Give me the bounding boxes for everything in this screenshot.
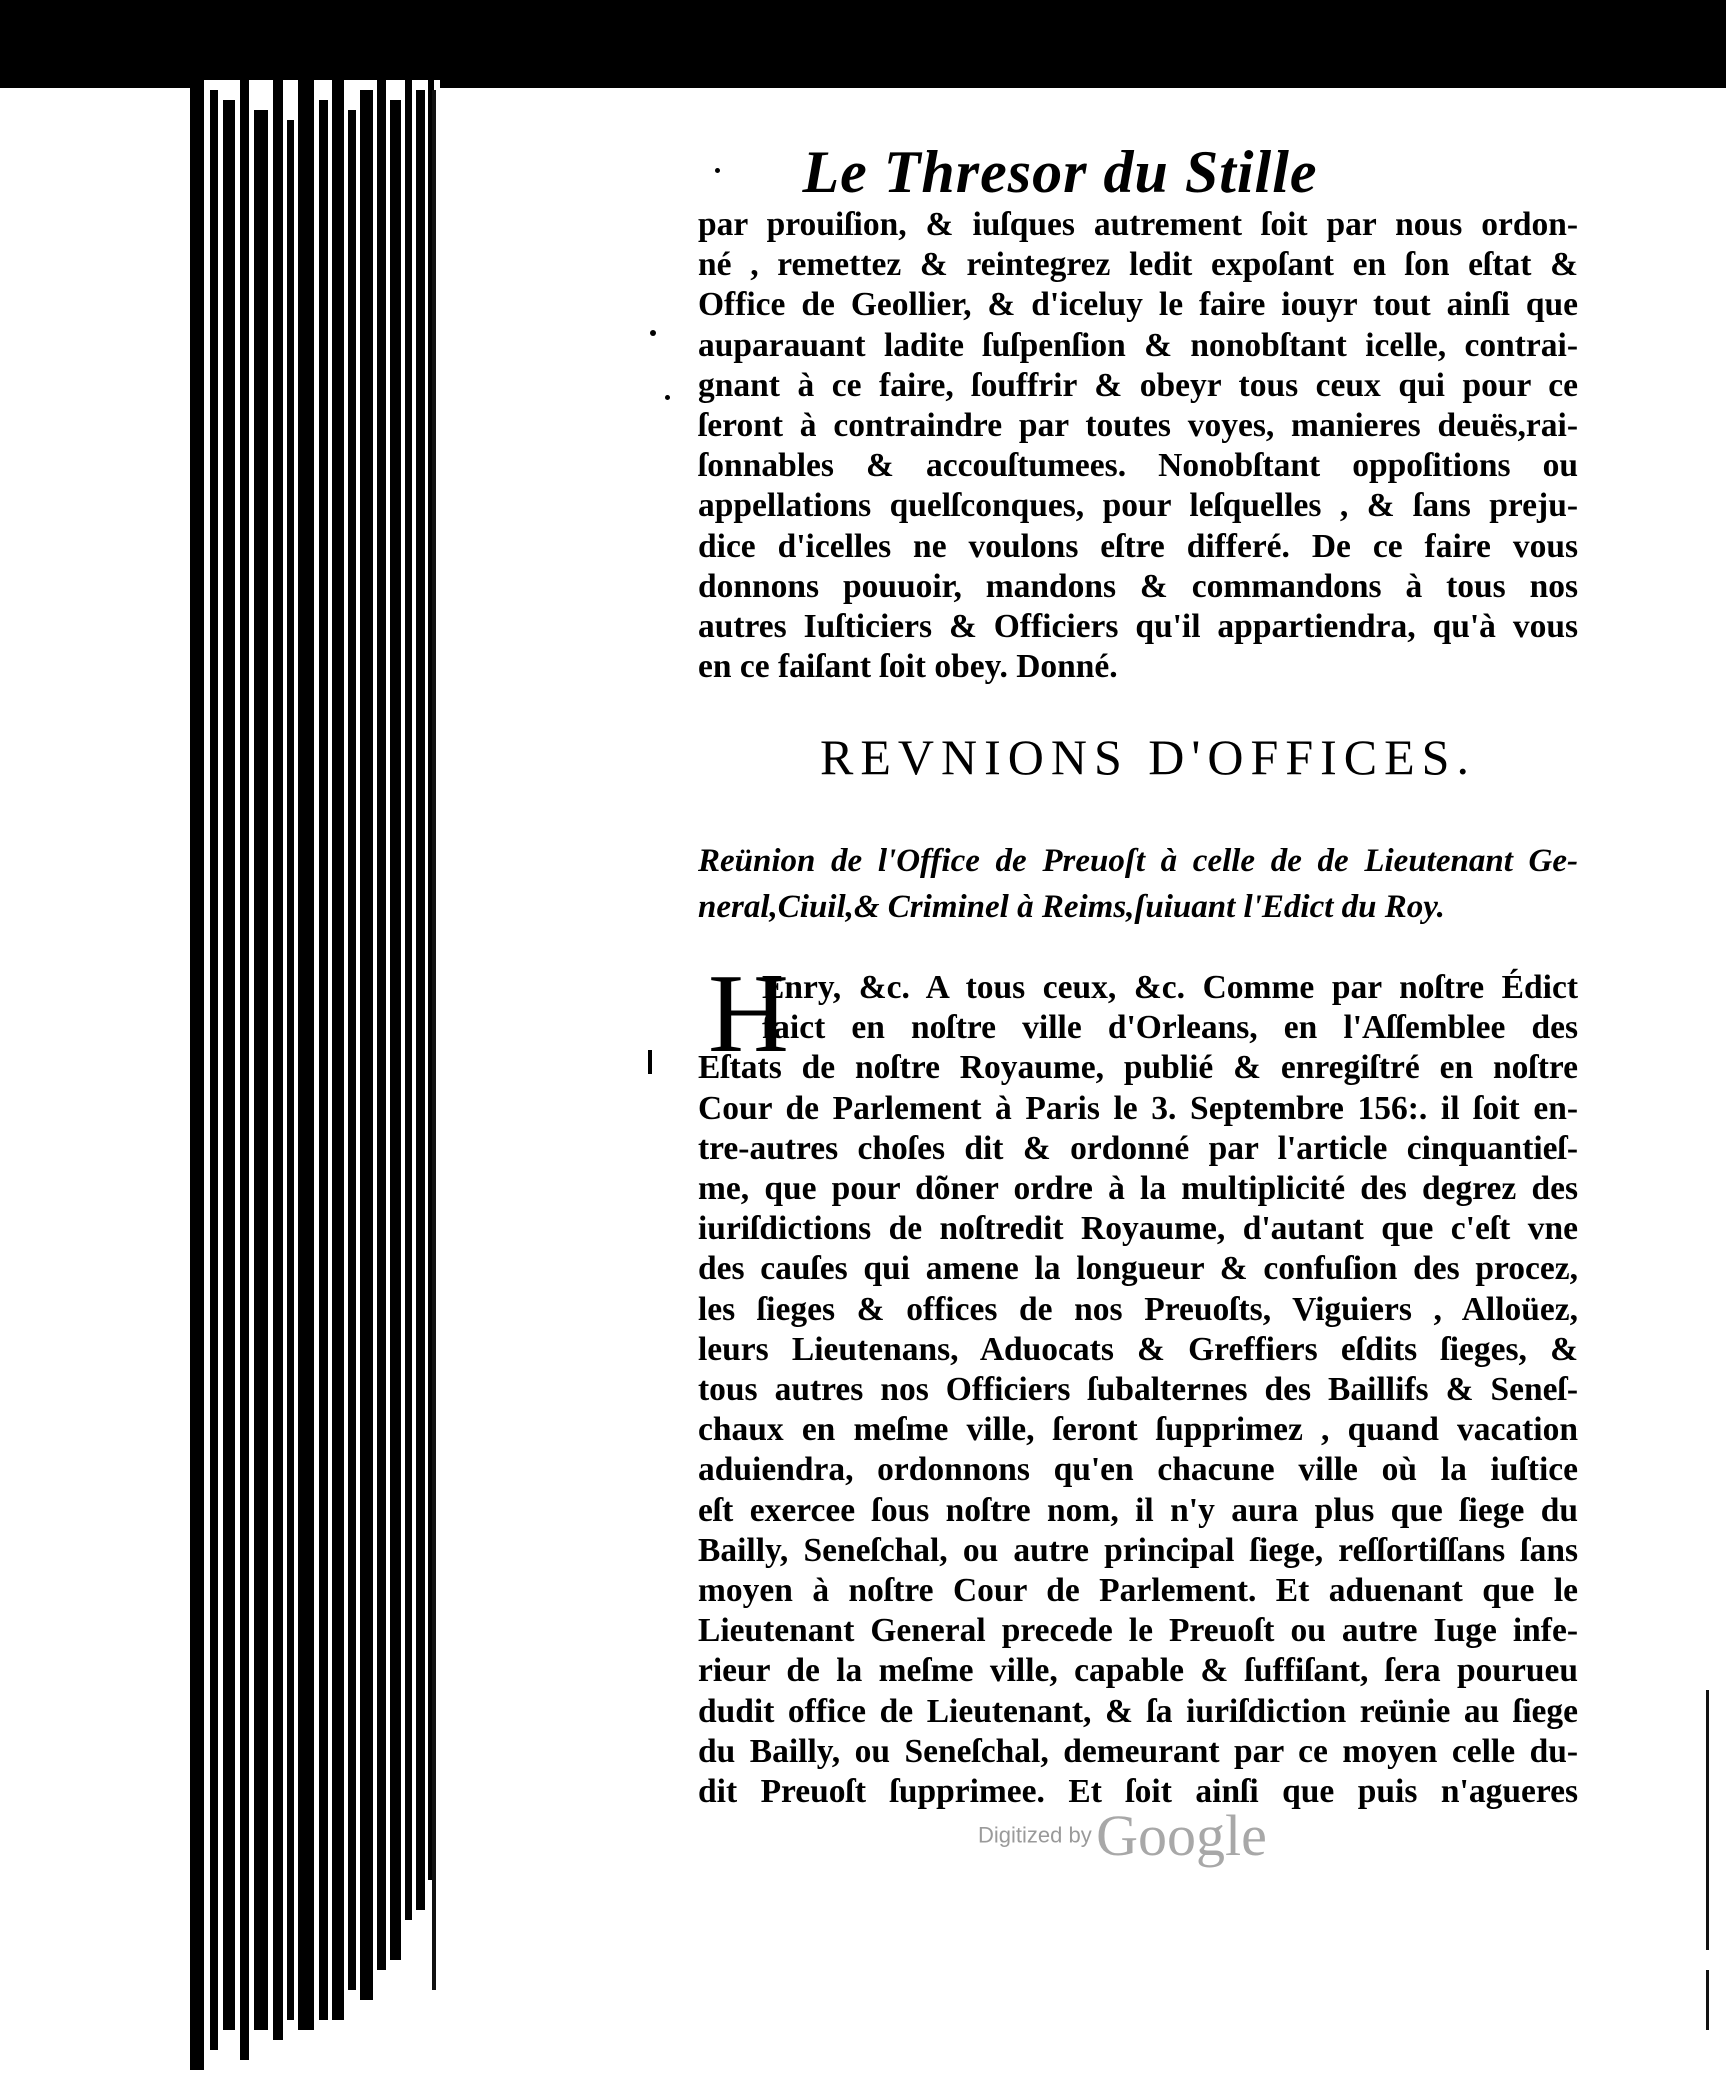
- page-gutter-edge: [432, 90, 436, 1990]
- text-line: Lieutenant General precede le Preuoſt ou autre Iuge infe-: [698, 1612, 1578, 1650]
- body-text-block-2: [698, 968, 1578, 1812]
- text-line: dice d'icelles ne voulons eſtre differé. De ce faire vous: [698, 527, 1578, 565]
- text-line: tre-autres choſes dit & ordonné par l'article cinquantieſ-: [698, 1129, 1578, 1167]
- text-line: tous autres nos Officiers ſubalternes des Baillifs & Seneſ-: [698, 1371, 1578, 1409]
- text-line: auparauant ladite ſuſpenſion & nonobſtant icelle, contrai-: [698, 326, 1578, 364]
- text-line: Eſtats de noſtre Royaume, publié & enregiſtré en noſtre: [698, 1049, 1578, 1087]
- text-line: dudit office de Lieutenant, & ſa iuriſdiction reünie au ſiege: [698, 1692, 1578, 1730]
- text-line: Office de Geollier, & d'iceluy le faire iouyr tout ainſi que: [698, 286, 1578, 324]
- watermark-prefix: Digitized by: [978, 1822, 1092, 1848]
- text-line: des cauſes qui amene la longueur & confuſion des procez,: [698, 1250, 1578, 1288]
- text-line: les ſieges & offices de nos Preuoſts, Viguiers , Alloüez,: [698, 1290, 1578, 1328]
- section-heading: REVNIONS D'OFFICES.: [820, 729, 1476, 785]
- running-head: Le Thresor du Stille: [802, 139, 1318, 205]
- text-line: ſonnables & accouſtumees. Nonobſtant oppoſitions ou: [698, 447, 1578, 485]
- text-line: leurs Lieutenans, Aduocats & Greffiers eſdits ſieges, &: [698, 1330, 1578, 1368]
- subtitle-line: Reünion de l'Office de Preuoſt à celle de de Lieutenant Ge-: [698, 843, 1578, 879]
- drop-cap: H: [708, 952, 789, 1076]
- text-line: donnons pouuoir, mandons & commandons à tous nos: [698, 567, 1578, 605]
- digitized-watermark: [978, 1802, 1267, 1869]
- text-line: moyen à noſtre Cour de Parlement. Et aduenant que le: [698, 1572, 1578, 1610]
- text-line: faict en noſtre ville d'Orleans, en l'Aſſemblee des: [762, 1009, 1578, 1047]
- text-line: par prouiſion, & iuſques autrement ſoit par nous ordon-: [698, 206, 1578, 243]
- page-edges-graphic: [190, 80, 440, 2078]
- margin-rule: [1706, 1690, 1709, 1950]
- section-subtitle: [698, 838, 1578, 930]
- text-line: en ce faiſant ſoit obey. Donné.: [698, 648, 1118, 686]
- text-line: gnant à ce faire, ſouffrir & obeyr tous ceux qui pour ce: [698, 366, 1578, 404]
- page-edges-stack: [190, 80, 440, 2078]
- text-line: du Bailly, ou Seneſchal, demeurant par ce moyen celle du-: [698, 1732, 1578, 1770]
- text-line: appellations quelſconques, pour leſquelles , & ſans preju-: [698, 487, 1578, 525]
- text-line: chaux en meſme ville, ſeront ſupprimez , quand vacation: [698, 1411, 1578, 1449]
- top-black-bar: [0, 0, 1726, 88]
- text-line: Enry, &c. A tous ceux, &c. Comme par noſtre Édict: [762, 969, 1578, 1006]
- ink-speck: [665, 395, 670, 400]
- ink-speck: [650, 330, 656, 336]
- text-line: autres Iuſticiers & Officiers qu'il appartiendra, qu'à vous: [698, 608, 1578, 646]
- text-line: me, que pour dõner ordre à la multiplicité des degrez des: [698, 1170, 1578, 1208]
- body-text-block-1: [698, 205, 1578, 687]
- text-line: ſeront à contraindre par toutes voyes, manieres deuës,rai-: [698, 407, 1578, 445]
- ink-mark: [648, 1050, 652, 1074]
- text-line: eſt exercee ſous noſtre nom, il n'y aura plus que ſiege du: [698, 1491, 1578, 1529]
- text-line: dit Preuoſt ſupprimee. Et ſoit ainſi que puis n'agueres: [698, 1773, 1578, 1811]
- margin-rule: [1706, 1970, 1709, 2030]
- text-line: Cour de Parlement à Paris le 3. Septembre 156:. il ſoit en-: [698, 1089, 1578, 1127]
- subtitle-line: neral,Ciuil,& Criminel à Reims,ſuiuant l'Edict du Roy.: [698, 889, 1445, 925]
- watermark-brand: Google: [1096, 1803, 1267, 1868]
- ink-speck: [715, 168, 720, 173]
- text-line: iuriſdictions de noſtredit Royaume, d'autant que c'eſt vne: [698, 1210, 1578, 1248]
- text-line: né , remettez & reintegrez ledit expoſant en ſon eſtat &: [698, 246, 1578, 284]
- text-line: rieur de la meſme ville, capable & ſuffiſant, ſera pourueu: [698, 1652, 1578, 1690]
- text-line: Bailly, Seneſchal, ou autre principal ſiege, reſſortiſſans ſans: [698, 1531, 1578, 1569]
- text-line: aduiendra, ordonnons qu'en chacune ville où la iuſtice: [698, 1451, 1578, 1489]
